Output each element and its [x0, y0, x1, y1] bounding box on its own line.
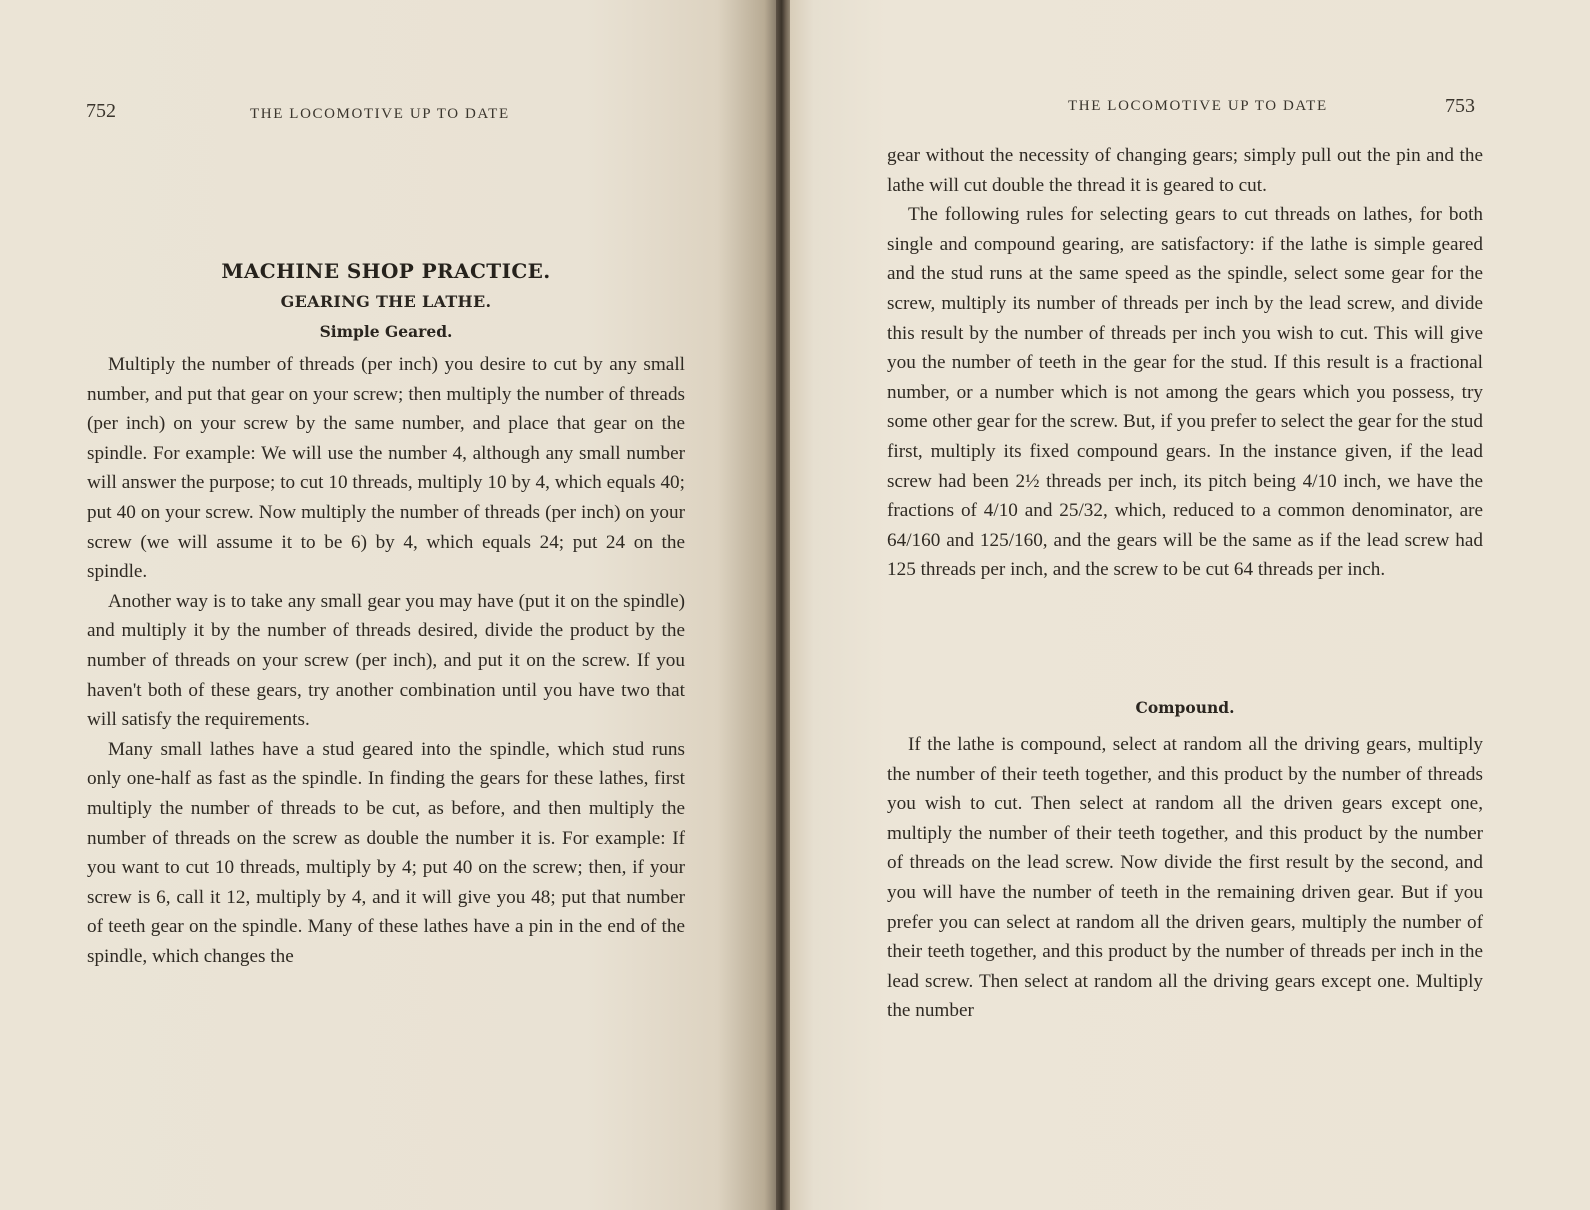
right-running-header: THE LOCOMOTIVE UP TO DATE [1068, 98, 1328, 114]
right-body-text-top [887, 141, 1483, 585]
section-title: GEARING THE LATHE. [280, 292, 492, 311]
left-body-text [87, 350, 685, 971]
right-body-text-bottom [887, 730, 1483, 1026]
chapter-title: MACHINE SHOP PRACTICE. [221, 259, 551, 283]
left-paragraph-1: Multiply the number of threads (per inch) you desire to cut by any small number, and put that gear on your screw; then multiply the number of threads (per inch) on your screw by the same number, and place that gear on the spindle. For example: We will use the number 4, although any small number will answer the purpose; to cut 10 threads, multiply 10 by 4, which equals 40; put 40 on your screw. Now multiply the number of threads (per inch) on your screw (we will assume it to be 6) by 4, which equals 24; put 24 on the spindle. [87, 354, 685, 583]
left-page-number: 752 [86, 100, 116, 122]
subsection-heading-compound: Compound. [1135, 698, 1235, 717]
right-page-number: 753 [1445, 95, 1475, 117]
right-paragraph-2: The following rules for selecting gears to cut threads on lathes, for both single and compound gearing, are satisfactory: if the lathe is simple geared and the stud runs at the same speed as the spindle, select some gear for the screw, multiply its number of threads per inch by the lead screw, and divide this result by the number of threads per inch you wish to cut. This will give you the number of teeth in the gear for the stud. If this result is a fractional number, or a number which is not among the gears which you possess, try some other gear for the screw. But, if you prefer to select the gear for the stud first, multiply its fixed compound gears. In the instance given, if the lead screw had been 2½ threads per inch, its pitch being 4/10 inch, we have the fractions of 4/10 and 25/32, which, reduced to a common denominator, are 64/160 and 125/160, and the gears will be the same as if the lead screw had 125 threads per inch, and the screw to be cut 64 threads per inch. [887, 204, 1483, 581]
left-page [0, 0, 780, 1210]
left-paragraph-3: Many small lathes have a stud geared into the spindle, which stud runs only one-half as fast as the spindle. In finding the gears for these lathes, first multiply the number of threads to be cut, as before, and then multiply the number of threads on the screw as double the number it is. For example: If you want to cut 10 threads, multiply by 4; put 40 on the screw; then, if your screw is 6, call it 12, multiply by 4, and it will give you 48; put that number of teeth gear on the spindle. Many of these lathes have a pin in the end of the spindle, which changes the [87, 738, 685, 967]
right-page [790, 0, 1590, 1210]
right-paragraph-1: gear without the necessity of changing gears; simply pull out the pin and the lathe will cut double the thread it is geared to cut. [887, 145, 1483, 196]
left-running-header: THE LOCOMOTIVE UP TO DATE [250, 106, 510, 122]
right-paragraph-3: If the lathe is compound, select at random all the driving gears, multiply the number of their teeth together, and this product by the number of threads you wish to cut. Then select at random all the driven gears except one, multiply the number of their teeth together, and this product by the number of threads on the lead screw. Now divide the first result by the second, and you will have the number of teeth in the remaining driven gear. But if you prefer you can select at random all the driven gears, multiply the number of their teeth together, and this product by the number of threads per inch in the lead screw. Then select at random all the driving gears except one. Multiply the number [887, 734, 1483, 1022]
left-paragraph-2: Another way is to take any small gear you may have (put it on the spindle) and multiply it by the number of threads desired, divide the product by the number of threads on your screw (per inch), and put it on the screw. If you haven't both of these gears, try another combination until you have two that will satisfy the requirements. [87, 590, 685, 731]
subsection-heading-simple-geared: Simple Geared. [319, 322, 453, 341]
